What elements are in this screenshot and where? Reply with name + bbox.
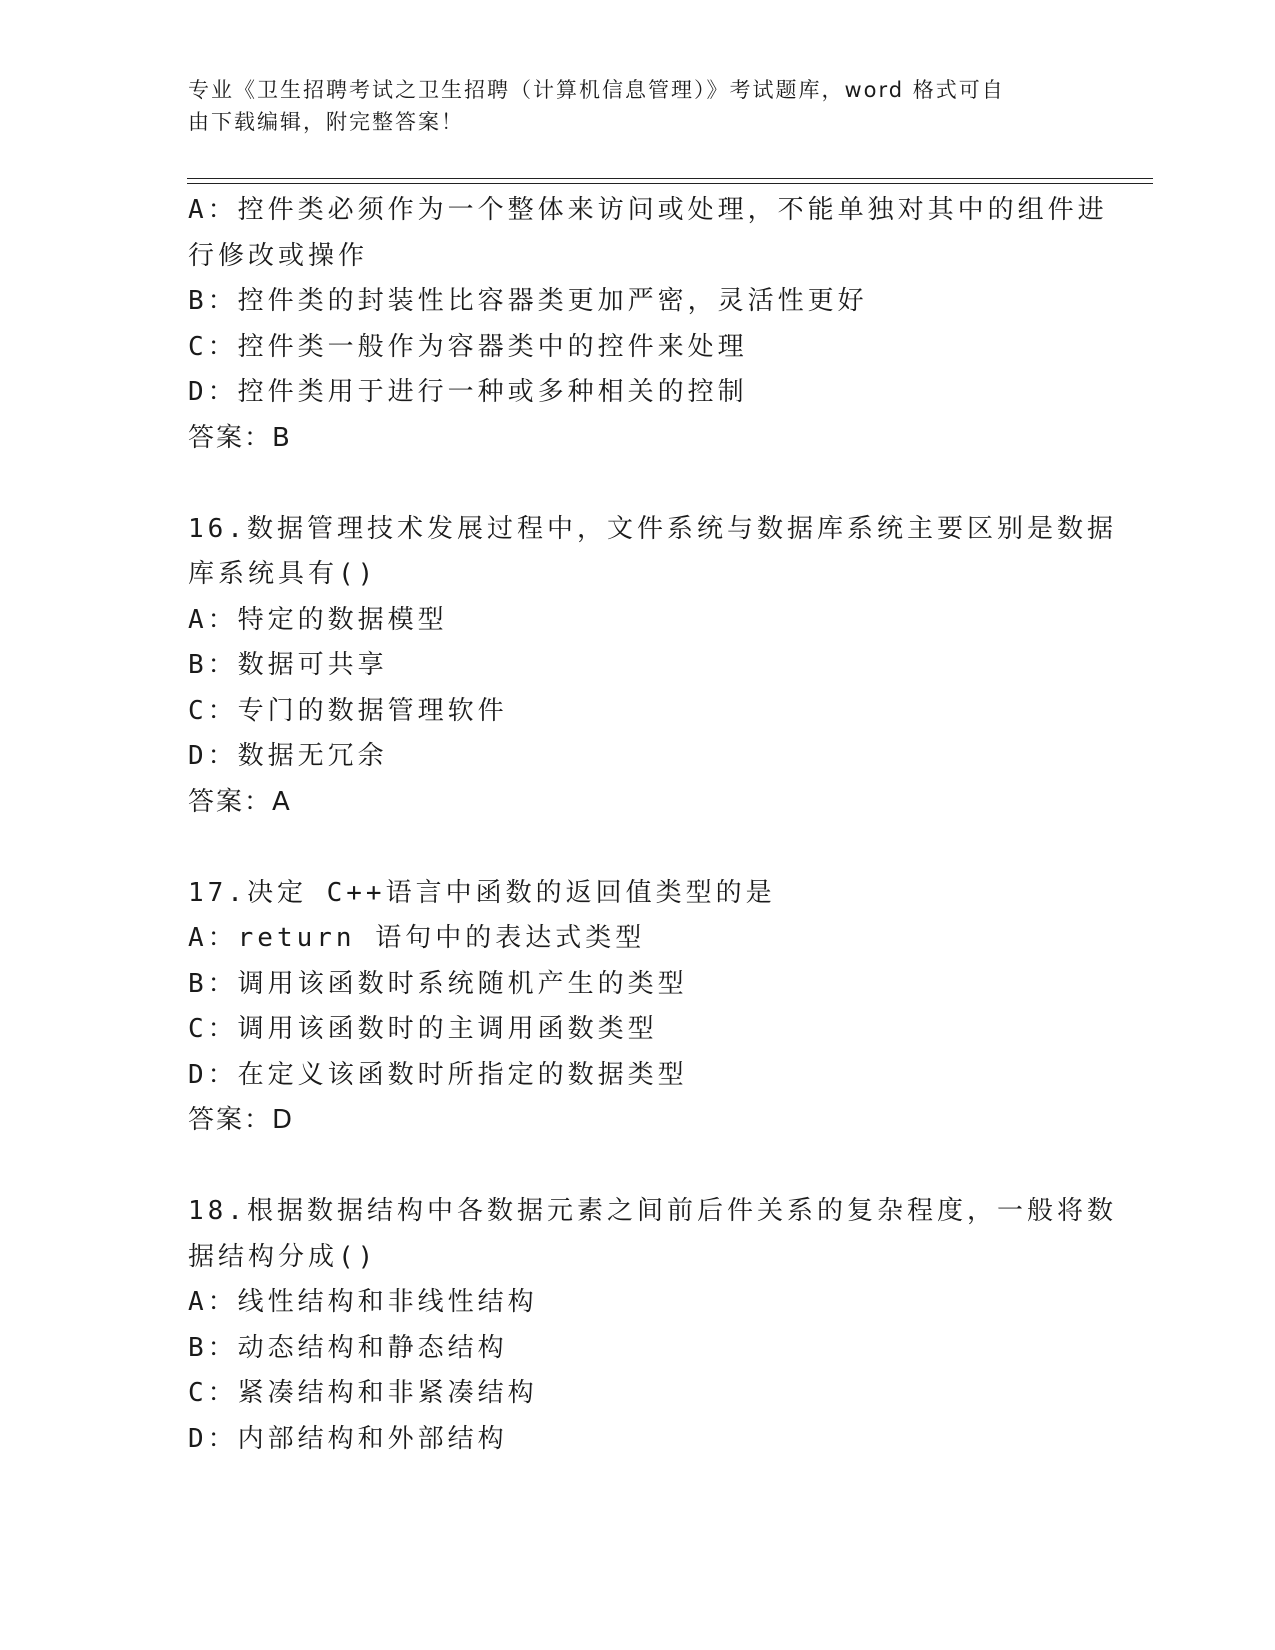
q16-option-a: A：特定的数据模型 <box>188 604 448 635</box>
q17-text-line-1: 17.决定 C++语言中函数的返回值类型的是 <box>188 877 776 908</box>
question-16 <box>188 507 1117 826</box>
q15-option-c: C：控件类一般作为容器类中的控件来处理 <box>188 331 748 362</box>
q17-option-c: C：调用该函数时的主调用函数类型 <box>188 1014 658 1044</box>
q15-option-a-line-1: A：控件类必须作为一个整体来访问或处理，不能单独对其中的组件进 <box>188 195 1108 225</box>
question-18 <box>188 1189 1117 1462</box>
question-17 <box>188 871 1088 1144</box>
q18-option-b: B：动态结构和静态结构 <box>188 1332 508 1363</box>
q17-option-b: B：调用该函数时系统随机产生的类型 <box>188 968 688 999</box>
q16-text-line-1: 16.数据管理技术发展过程中，文件系统与数据库系统主要区别是数据 <box>188 513 1117 544</box>
q16-text-line-2: 库系统具有() <box>188 559 378 589</box>
spacer <box>188 825 1088 871</box>
header-divider-bottom <box>187 183 1153 184</box>
q17-answer: 答案：D <box>188 1105 295 1135</box>
q18-option-d: D：内部结构和外部结构 <box>188 1423 508 1454</box>
q18-option-c: C：紧凑结构和非紧凑结构 <box>188 1378 538 1408</box>
document-header <box>188 74 1088 138</box>
question-list <box>188 188 1117 1462</box>
q18-option-a: A：线性结构和非线性结构 <box>188 1287 538 1317</box>
q15-option-a-line-2: 行修改或操作 <box>188 240 369 271</box>
header-divider-top <box>187 178 1153 179</box>
q18-text-line-2: 据结构分成() <box>188 1241 378 1272</box>
header-line-1: 专业《卫生招聘考试之卫生招聘（计算机信息管理）》考试题库，word 格式可自 <box>188 78 1005 102</box>
q17-option-a: A：return 语句中的表达式类型 <box>188 923 646 953</box>
q18-text-line-1: 18.根据数据结构中各数据元素之间前后件关系的复杂程度，一般将数 <box>188 1196 1117 1226</box>
spacer <box>188 461 1088 507</box>
q16-option-c: C：专门的数据管理软件 <box>188 695 508 726</box>
q17-option-d: D：在定义该函数时所指定的数据类型 <box>188 1059 688 1090</box>
q16-option-b: B：数据可共享 <box>188 650 388 680</box>
spacer <box>188 1144 1088 1190</box>
q16-option-d: D：数据无冗余 <box>188 741 388 771</box>
q15-option-d: D：控件类用于进行一种或多种相关的控制 <box>188 377 748 407</box>
header-line-2: 由下载编辑，附完整答案！ <box>188 110 464 134</box>
q16-answer: 答案：A <box>188 786 292 817</box>
q15-option-b: B：控件类的封装性比容器类更加严密，灵活性更好 <box>188 286 868 316</box>
question-15 <box>188 188 1108 461</box>
q15-answer: 答案：B <box>188 422 292 453</box>
